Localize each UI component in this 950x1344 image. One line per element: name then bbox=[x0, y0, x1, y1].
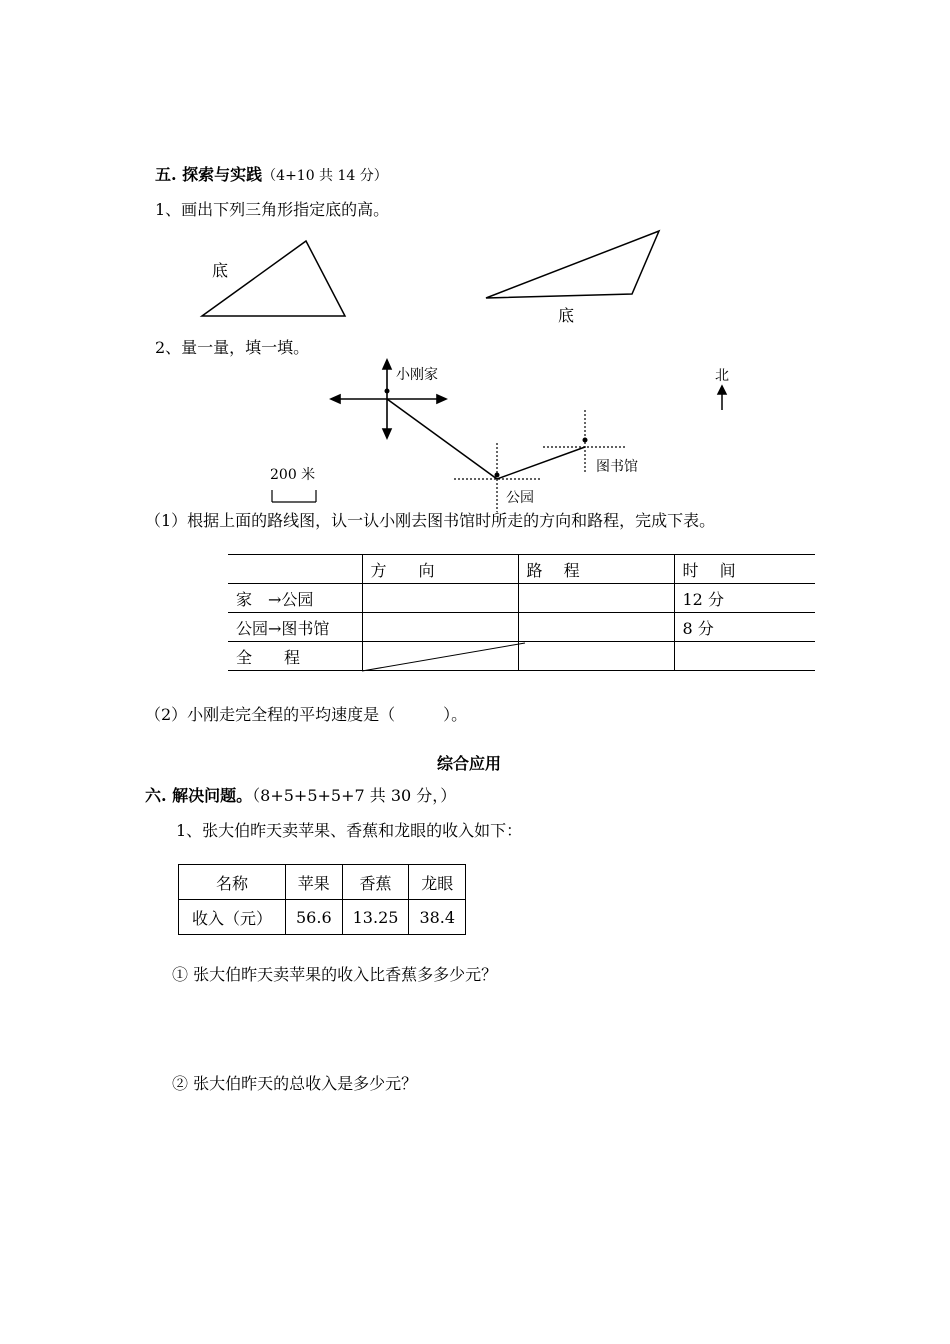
route-header-direction: 方 向 bbox=[362, 555, 518, 584]
income-table bbox=[178, 864, 466, 935]
route-park-library bbox=[497, 447, 585, 479]
question-5-1: 1、画出下列三角形指定底的高。 bbox=[155, 200, 390, 219]
income-apple: 56.6 bbox=[286, 900, 343, 935]
park-dot bbox=[495, 473, 500, 478]
direction-cell[interactable] bbox=[362, 613, 518, 642]
map-library-label: 图书馆 bbox=[596, 459, 638, 475]
section6-heading bbox=[145, 783, 456, 806]
income-header-longan: 龙眼 bbox=[409, 865, 466, 900]
question-6-1a: ① 张大伯昨天卖苹果的收入比香蕉多多少元？ bbox=[172, 965, 498, 984]
route-header-time: 时 间 bbox=[674, 555, 815, 584]
row-label: 全 程 bbox=[228, 642, 362, 671]
section5-score: （4+10 共 14 分） bbox=[262, 168, 388, 184]
map-park-label: 公园 bbox=[506, 490, 534, 506]
map-home-label: 小刚家 bbox=[396, 367, 438, 383]
question-6-1b: ② 张大伯昨天的总收入是多少元？ bbox=[172, 1074, 418, 1093]
income-header-name: 名称 bbox=[179, 865, 286, 900]
distance-cell[interactable] bbox=[518, 642, 674, 671]
route-home-park bbox=[387, 399, 497, 479]
income-header-banana: 香蕉 bbox=[342, 865, 409, 900]
row-label: 家 →公园 bbox=[228, 584, 362, 613]
map-north-label: 北 bbox=[715, 368, 729, 384]
question-5-2: 2、量一量，填一填。 bbox=[155, 338, 310, 357]
table-row bbox=[228, 584, 815, 613]
section6-score: （8+5+5+5+7 共 30 分，） bbox=[252, 786, 457, 805]
distance-cell[interactable] bbox=[518, 613, 674, 642]
route-table bbox=[228, 554, 815, 671]
section6-title: 六. 解决问题。 bbox=[145, 786, 253, 805]
north-arrow bbox=[718, 386, 726, 410]
applied-heading: 综合应用 bbox=[437, 754, 502, 773]
time-cell: 12 分 bbox=[674, 584, 815, 613]
income-longan: 38.4 bbox=[409, 900, 466, 935]
table-row bbox=[228, 613, 815, 642]
route-table-header bbox=[228, 555, 815, 584]
library-dot bbox=[583, 438, 588, 443]
table-row bbox=[228, 642, 815, 671]
triangle-1-base-label: 底 bbox=[212, 261, 229, 280]
row-label: 公园→图书馆 bbox=[228, 613, 362, 642]
distance-cell[interactable] bbox=[518, 584, 674, 613]
table-row bbox=[179, 900, 466, 935]
question-6-1: 1、张大伯昨天卖苹果、香蕉和龙眼的收入如下： bbox=[176, 821, 523, 840]
income-table-header bbox=[179, 865, 466, 900]
income-row-label: 收入（元） bbox=[179, 900, 286, 935]
triangle-2-base-label: 底 bbox=[558, 306, 575, 325]
income-header-apple: 苹果 bbox=[286, 865, 343, 900]
subquestion-1: （1）根据上面的路线图，认一认小刚去图书馆时所走的方向和路程，完成下表。 bbox=[145, 511, 716, 530]
section5-title: 五. 探索与实践 bbox=[155, 165, 263, 184]
triangle-2 bbox=[486, 231, 659, 298]
home-dot bbox=[385, 389, 390, 394]
direction-cell[interactable] bbox=[362, 584, 518, 613]
time-cell: 8 分 bbox=[674, 613, 815, 642]
route-header-blank bbox=[228, 555, 362, 584]
subquestion-2: （2）小刚走完全程的平均速度是（ ）。 bbox=[145, 705, 468, 724]
direction-cell bbox=[362, 642, 518, 671]
time-cell[interactable] bbox=[674, 642, 815, 671]
route-header-distance: 路 程 bbox=[518, 555, 674, 584]
map-scale-label: 200 米 bbox=[270, 467, 316, 483]
scale-bar bbox=[272, 490, 316, 502]
income-banana: 13.25 bbox=[342, 900, 409, 935]
